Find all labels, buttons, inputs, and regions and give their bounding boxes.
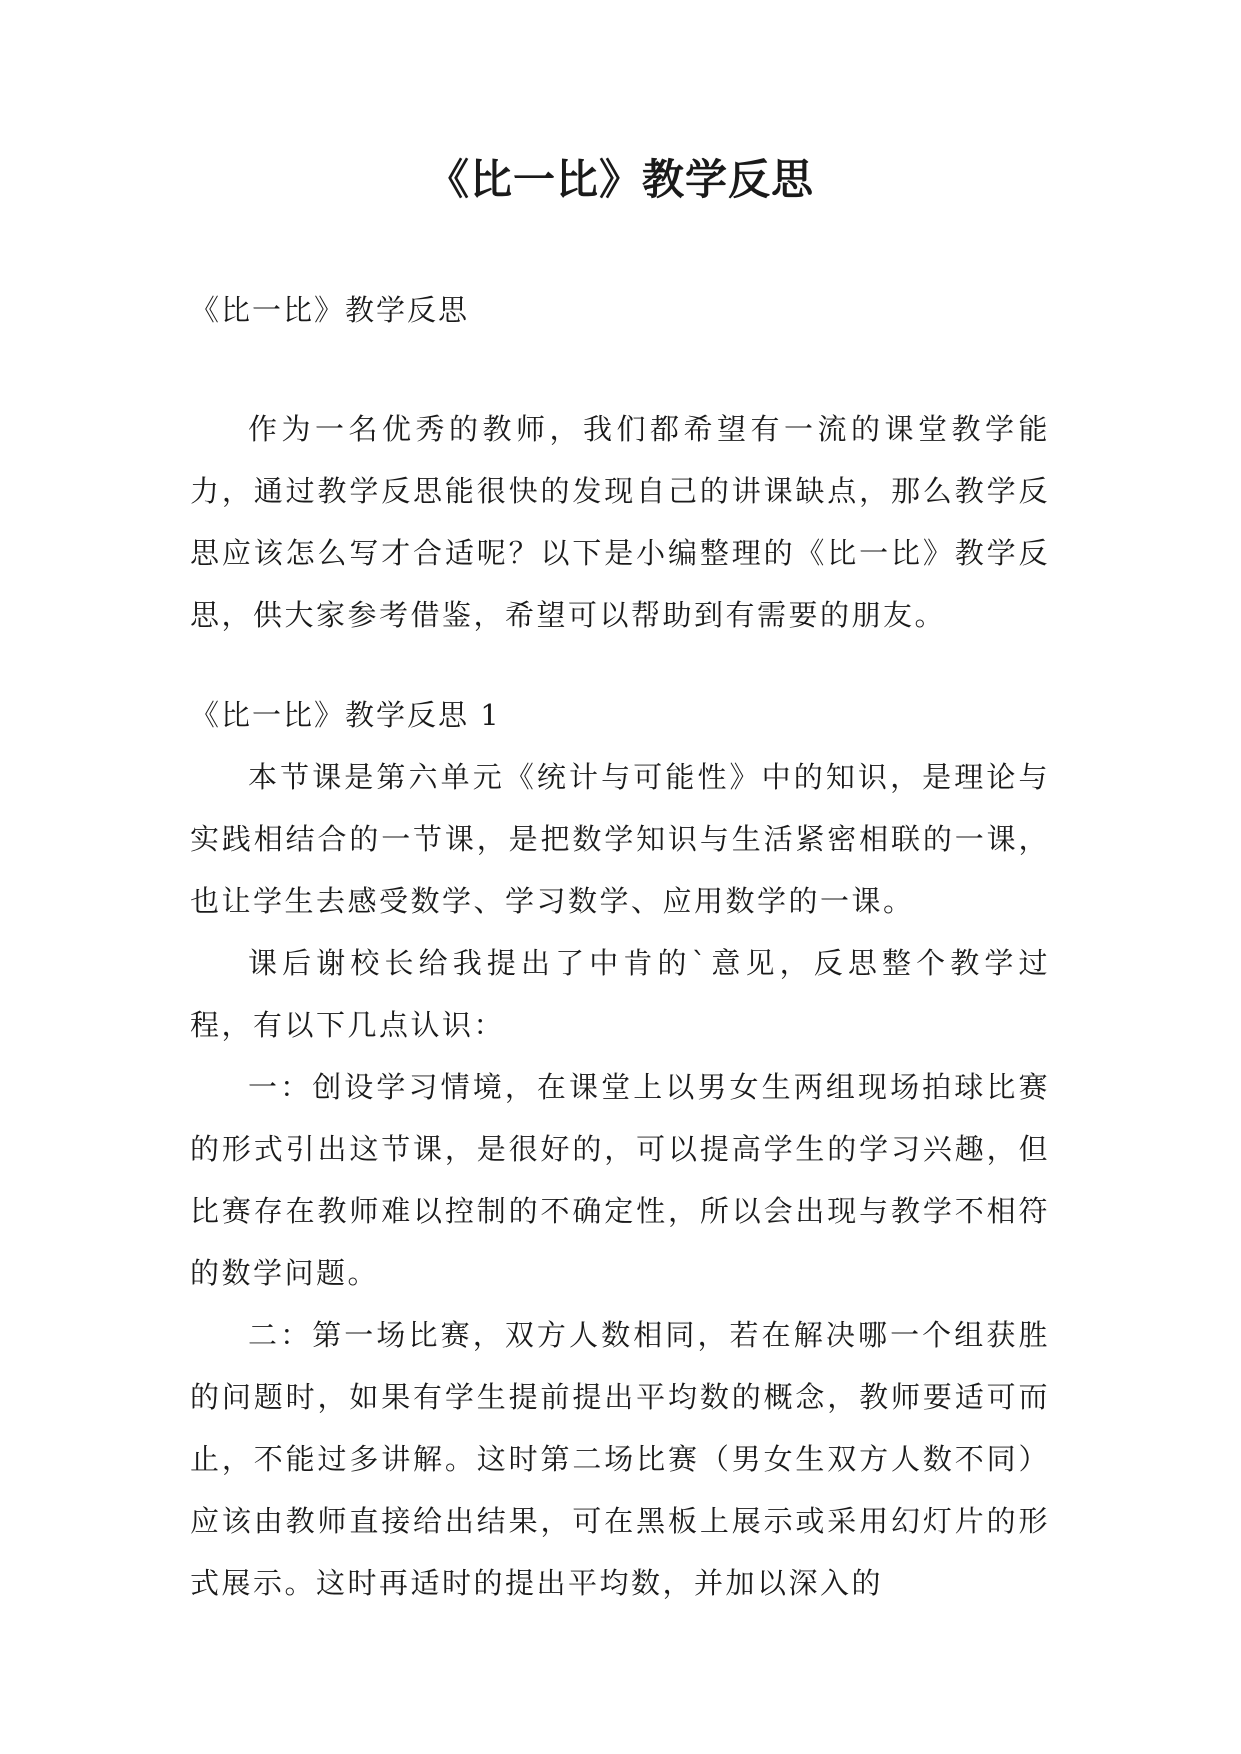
document-subtitle: 《比一比》教学反思 xyxy=(190,293,470,327)
body-paragraph-2: 课后谢校长给我提出了中肯的`意见，反思整个教学过程，有以下几点认识： xyxy=(190,946,1050,1042)
document-title: 《比一比》教学反思 xyxy=(426,155,814,204)
body-paragraph-3: 一：创设学习情境，在课堂上以男女生两组现场拍球比赛的形式引出这节课，是很好的，可以提高学生的学习兴趣，但比赛存在教师难以控制的不确定性，所以会出现与教学不相符的数学问题。 xyxy=(190,1070,1050,1290)
body-paragraph-4: 二：第一场比赛，双方人数相同，若在解决哪一个组获胜的问题时，如果有学生提前提出平均数的概念，教师要适可而止，不能过多讲解。这时第二场比赛（男女生双方人数不同）应该由教师直接给出结果，可在黑板上展示或采用幻灯片的形式展示。这时再适时的提出平均数，并加以深入的 xyxy=(190,1318,1050,1600)
intro-paragraph: 作为一名优秀的教师，我们都希望有一流的课堂教学能力，通过教学反思能很快的发现自己的讲课缺点，那么教学反思应该怎么写才合适呢？以下是小编整理的《比一比》教学反思，供大家参考借鉴，希望可以帮助到有需要的朋友。 xyxy=(190,412,1050,632)
section-heading-1: 《比一比》教学反思 1 xyxy=(190,698,501,732)
body-paragraph-1: 本节课是第六单元《统计与可能性》中的知识，是理论与实践相结合的一节课，是把数学知识与生活紧密相联的一课，也让学生去感受数学、学习数学、应用数学的一课。 xyxy=(190,760,1050,918)
